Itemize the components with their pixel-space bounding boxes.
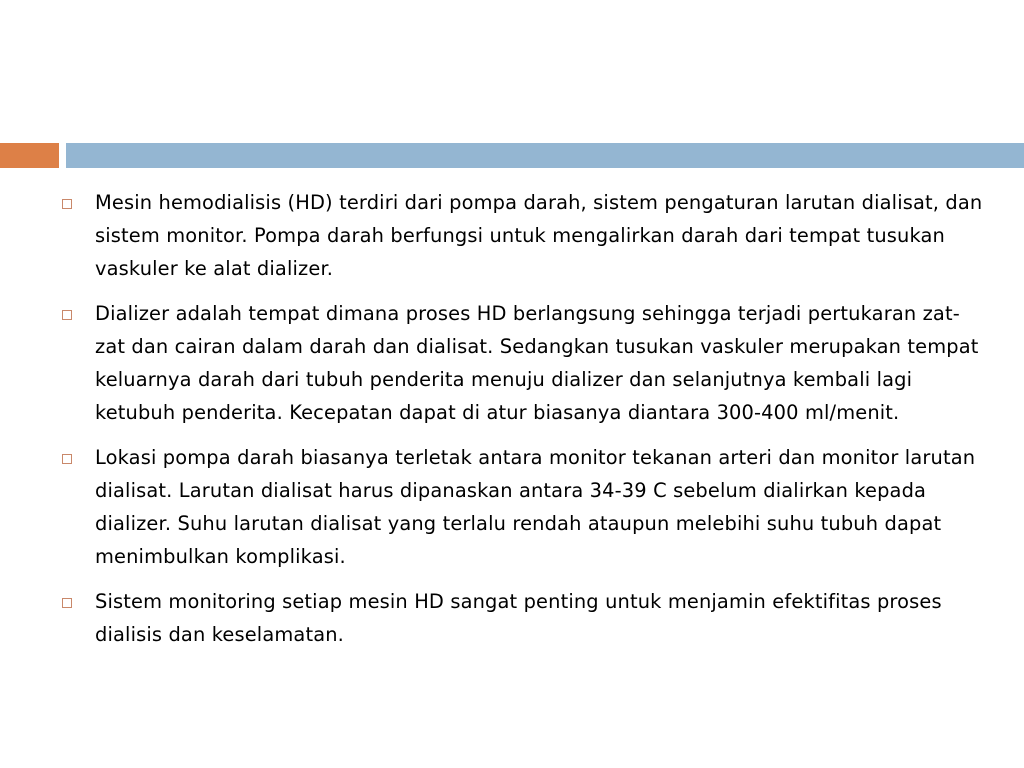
bullet-item-pump-location: [55, 441, 985, 573]
hollow-square-icon: [62, 598, 72, 608]
bullet-item-dializer: [55, 297, 985, 429]
slide-body: [55, 186, 985, 663]
hollow-square-icon: [62, 199, 72, 209]
bullet-item-hd-machine: [55, 186, 985, 285]
hollow-square-icon: [62, 454, 72, 464]
bullet-text: Dializer adalah tempat dimana proses HD berlangsung sehingga terjadi pertukaran zat-zat dan cairan dalam darah dan dialisat. Sedangkan tusukan vaskuler merupakan tempat keluarnya darah dari tubuh penderita menuju dializer dan selanjutnya kembali lagi ketubuh penderita. Kecepatan dapat di atur biasanya diantara 300-400 ml/menit.: [95, 302, 979, 424]
bullet-item-monitoring: [55, 585, 985, 651]
accent-bar-orange: [0, 143, 59, 168]
accent-bar-blue: [66, 143, 1024, 168]
bullet-text: Lokasi pompa darah biasanya terletak antara monitor tekanan arteri dan monitor larutan dialisat. Larutan dialisat harus dipanaskan antara 34-39 C sebelum dialirkan kepada dializer. Suhu larutan dialisat yang terlalu rendah ataupun melebihi suhu tubuh dapat menimbulkan komplikasi.: [95, 446, 976, 568]
bullet-text: Sistem monitoring setiap mesin HD sangat penting untuk menjamin efektifitas proses dialisis dan keselamatan.: [95, 590, 942, 646]
bullet-text: Mesin hemodialisis (HD) terdiri dari pompa darah, sistem pengaturan larutan dialisat, dan sistem monitor. Pompa darah berfungsi untuk mengalirkan darah dari tempat tusukan vaskuler ke alat dializer.: [95, 191, 983, 280]
bullet-list: [55, 186, 985, 651]
hollow-square-icon: [62, 310, 72, 320]
